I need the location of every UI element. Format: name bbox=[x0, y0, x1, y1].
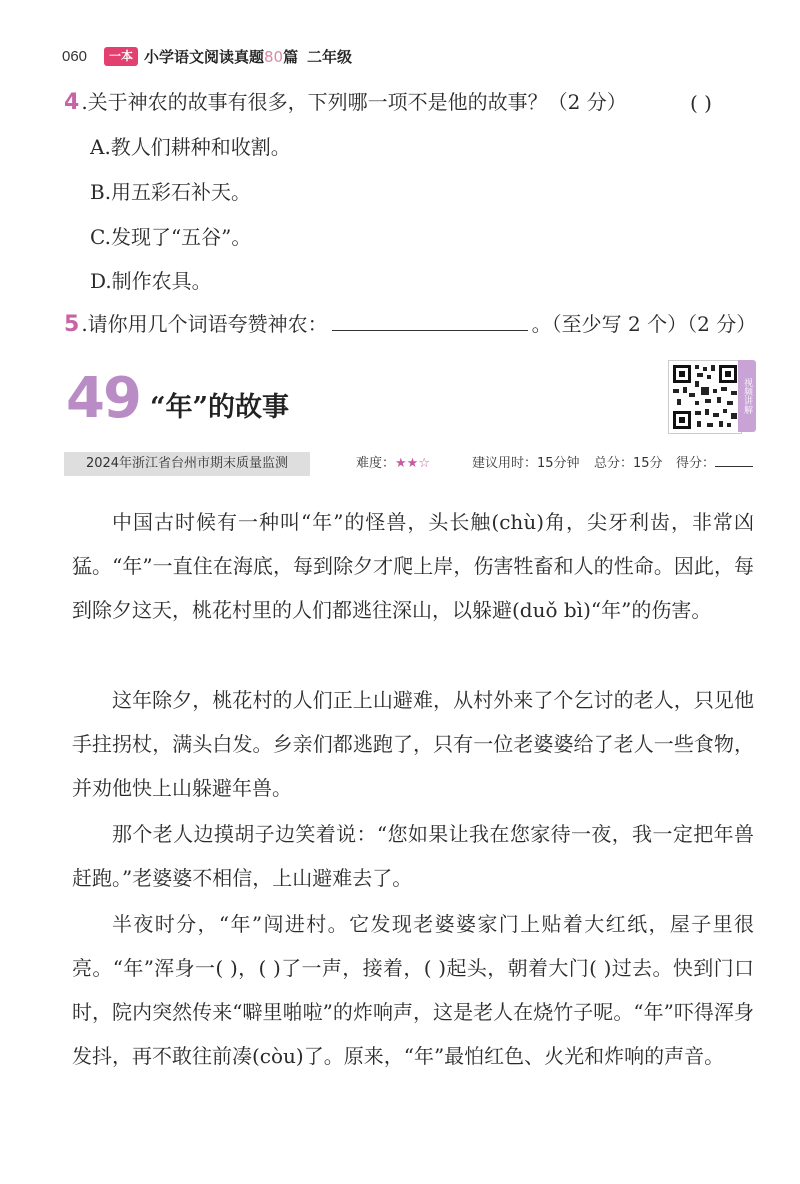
passage-paragraph-2: 这年除夕，桃花村的人们正上山避难，从村外来了个乞讨的老人，只见他手拄拐杖，满头白发。乡亲们都逃跑了，只有一位老婆婆给了老人一些食物，并劝他快上山躲避年兽。 bbox=[72, 688, 754, 800]
passage-paragraph-3: 那个老人边摸胡子边笑着说：“您如果让我在您家待一夜，我一定把年兽赶跑。”老婆婆不相信，上山避难去了。 bbox=[72, 822, 754, 890]
brand-logo: 一本 bbox=[104, 47, 138, 66]
question-suffix: 。（至少写 2 个）（2 分） bbox=[531, 312, 757, 336]
question-4 bbox=[64, 88, 627, 116]
total-score: 总分：15分 bbox=[594, 456, 663, 471]
book-title-b: 篇 bbox=[283, 48, 299, 66]
passage-paragraph-1: 中国古时候有一种叫“年”的怪兽，头长触(chù)角，尖牙利齿，非常凶猛。“年”一直住在海底，每到除夕才爬上岸，伤害牲畜和人的性命。因此，每到除夕这天，桃花村里的人们都逃往深山，以躲避(duǒ bì)“年”的伤害。 bbox=[72, 510, 754, 622]
article-title: “年”的故事 bbox=[150, 392, 290, 423]
book-title-num: 80 bbox=[264, 48, 284, 66]
difficulty-label: 难度： bbox=[356, 456, 396, 471]
page-number: 060 bbox=[62, 48, 88, 65]
question-number: 5 bbox=[64, 312, 80, 337]
answer-blank[interactable] bbox=[332, 312, 528, 331]
video-tab-label[interactable]: 视频讲解 bbox=[738, 360, 756, 432]
option-a: A.教人们耕种和收割。 bbox=[90, 135, 291, 159]
grade-label: 二年级 bbox=[307, 48, 353, 66]
option-c: C.发现了“五谷”。 bbox=[90, 225, 252, 249]
score-label: 得分： bbox=[676, 456, 716, 471]
passage-paragraph-4: 半夜时分，“年”闯进村。它发现老婆婆家门上贴着大红纸，屋子里很亮。“年”浑身一( )，( )了一声，接着，( )起头，朝着大门( )过去。快到门口时，院内突然传来“噼里啪啦”的炸响声，这是老人在烧竹子呢。“年”吓得浑身发抖，再不敢往前凑(còu)了。原来，“年”最怕红色、火光和炸响的声音。 bbox=[72, 912, 754, 1068]
score-blank[interactable] bbox=[715, 453, 753, 467]
info-bar bbox=[64, 452, 764, 476]
book-title bbox=[144, 46, 298, 67]
question-number: 4 bbox=[64, 90, 80, 115]
difficulty-stars: ★★☆ bbox=[395, 456, 430, 471]
suggested-time: 建议用时：15分钟 bbox=[472, 456, 580, 471]
difficulty bbox=[356, 452, 430, 476]
qr-code-icon[interactable] bbox=[668, 360, 742, 434]
option-b: B.用五彩石补天。 bbox=[90, 180, 252, 204]
qr-code-graphic bbox=[669, 361, 741, 433]
source-label: 2024年浙江省台州市期末质量监测 bbox=[64, 452, 310, 476]
question-text: .关于神农的故事有很多，下列哪一项不是他的故事？（2 分） bbox=[81, 90, 627, 114]
question-5 bbox=[64, 310, 756, 338]
score-field bbox=[676, 452, 753, 476]
answer-paren[interactable]: ( ) bbox=[690, 91, 712, 115]
article-number: 49 bbox=[66, 366, 140, 431]
question-text: .请你用几个词语夸赞神农： bbox=[81, 312, 328, 336]
option-d: D.制作农具。 bbox=[90, 269, 212, 293]
book-title-a: 小学语文阅读真题 bbox=[144, 48, 265, 66]
